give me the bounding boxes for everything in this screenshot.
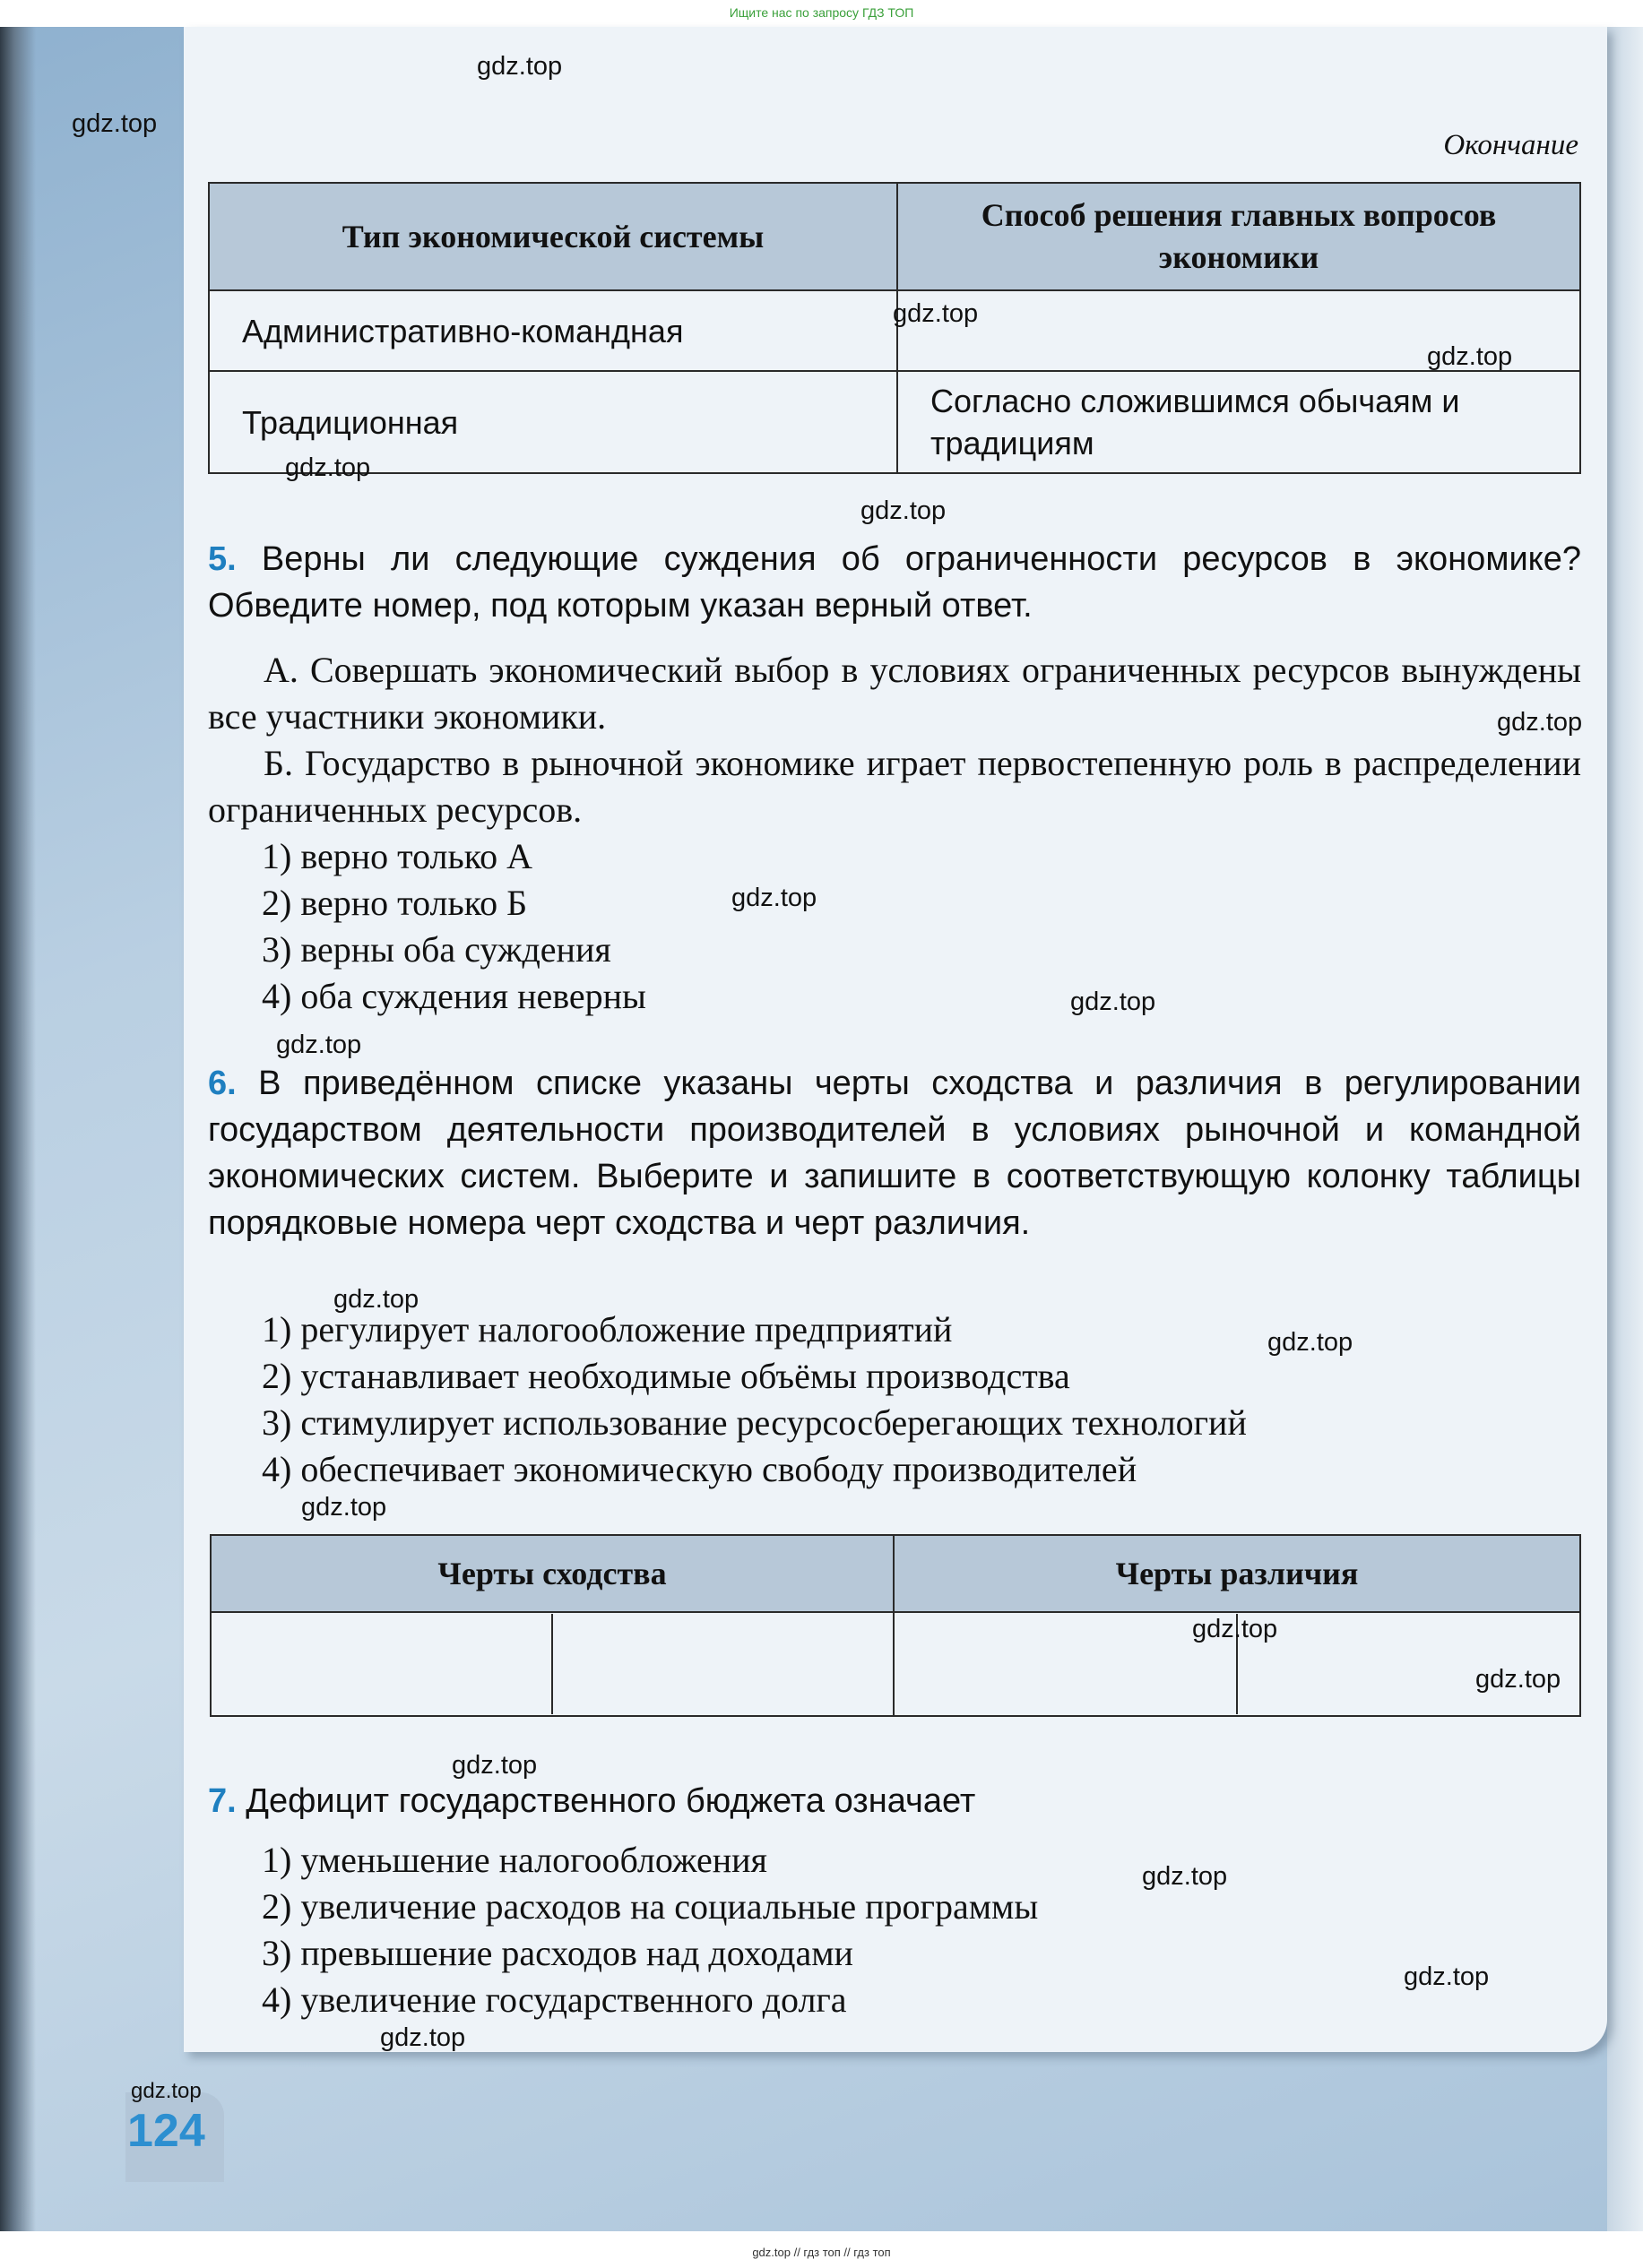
statement-b: Б. Государство в рыночной экономике играет первостепенную роль в распределении ограниченных ресурсов. [208,743,1581,830]
table-row [209,371,1580,473]
similarities-answer-cell[interactable] [211,1612,894,1716]
answer-box[interactable] [1238,1614,1578,1714]
question-number: 7. [208,1782,237,1820]
statement-a: А. Совершать экономический выбор в условиях ограниченных ресурсов вынуждены все участники экономики. [208,650,1581,737]
question-text: Верны ли следующие суждения об ограниченности ресурсов в экономике? Обведите номер, под которым указан верный ответ. [208,540,1581,625]
watermark: gdz.top [380,2023,466,2052]
watermark: gdz.top [477,52,563,81]
list-item: 4) обеспечивает экономическую свободу производителей [262,1449,1137,1489]
answer-box[interactable] [553,1614,892,1714]
watermark: gdz.top [1475,1665,1561,1694]
watermark: gdz.top [72,109,158,138]
watermark: gdz.top [301,1493,387,1522]
watermark: gdz.top [860,496,947,525]
answer-option[interactable]: 4) оба суждения неверны [262,976,646,1016]
question-5 [208,536,1581,629]
table-row [211,1612,1580,1716]
watermark: gdz.top [1267,1328,1353,1357]
table-header-system-type: Тип экономической системы [209,183,897,290]
continuation-label: Окончание [1443,129,1578,161]
table-cell: Традиционная [209,371,897,473]
watermark: gdz.top [1192,1615,1278,1643]
answer-box[interactable] [895,1614,1238,1714]
table-cell: Согласно сложившимся обычаям и традициям [897,371,1580,473]
watermark: gdz.top [333,1285,419,1314]
watermark: gdz.top [1142,1862,1228,1891]
answer-option[interactable]: 3) верны оба суждения [262,929,611,970]
table-header-similarities: Черты сходства [211,1535,894,1612]
watermark: gdz.top [731,884,817,912]
table-header-solution-method: Способ решения главных вопросов экономики [897,183,1580,290]
question-6 [208,1060,1581,1246]
answer-box[interactable] [212,1614,553,1714]
watermark: gdz.top [1497,708,1583,737]
list-item: 2) устанавливает необходимые объёмы производства [262,1356,1070,1396]
page-edge [1607,27,1643,2231]
watermark: gdz.top [285,453,371,482]
list-item: 3) стимулирует использование ресурсосберегающих технологий [262,1402,1247,1443]
page-number: 124 [127,2105,205,2157]
watermark: gdz.top [276,1031,362,1059]
watermark: gdz.top [452,1751,538,1780]
question-text: В приведённом списке указаны черты сходства и различия в регулировании государством деятельности производителей в условиях рыночной и командной экономических систем. Выберите и запишите в соответствующую колонку таблицы порядковые номера черт сходства и черт различия. [208,1065,1582,1242]
footer-link[interactable]: gdz.top // гдз топ // гдз топ [752,2246,891,2259]
watermark: gdz.top [893,299,979,328]
watermark: gdz.top [1427,342,1513,371]
list-item: 1) регулирует налогообложение предприятий [262,1309,953,1350]
answer-option[interactable]: 4) увеличение государственного долга [262,1979,847,2020]
watermark: gdz.top [131,2079,202,2103]
answer-option[interactable]: 1) уменьшение налогообложения [262,1840,767,1880]
question-number: 6. [208,1065,237,1102]
question-text: Дефицит государственного бюджета означает [246,1782,976,1820]
answer-option[interactable]: 2) верно только Б [262,883,528,923]
table-header-differences: Черты различия [894,1535,1580,1612]
similarity-difference-table [210,1534,1581,1717]
table-cell: Административно-командная [209,290,897,371]
watermark: gdz.top [1070,987,1156,1016]
header-link[interactable]: Ищите нас по запросу ГДЗ ТОП [729,5,914,20]
answer-option[interactable]: 3) превышение расходов над доходами [262,1933,853,1973]
question-number: 5. [208,540,237,578]
answer-option[interactable]: 1) верно только А [262,836,533,876]
question-7 [208,1778,1581,1824]
answer-option[interactable]: 2) увеличение расходов на социальные программы [262,1886,1039,1927]
watermark: gdz.top [1404,1962,1490,1991]
book-spine-shadow [0,27,36,2231]
